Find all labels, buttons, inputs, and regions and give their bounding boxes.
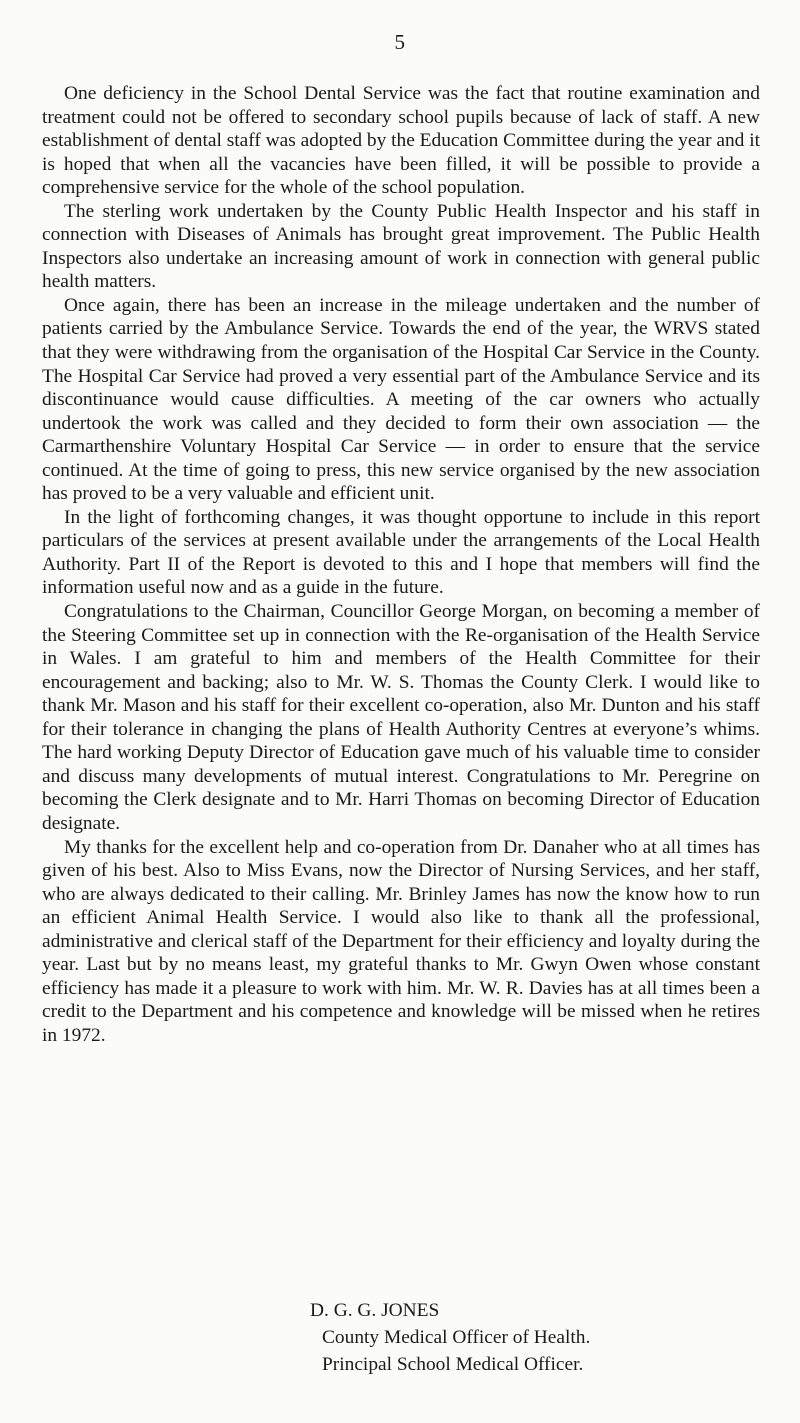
body-text bbox=[42, 82, 760, 1047]
paragraph-thanks: My thanks for the excellent help and co-operation from Dr. Danaher who at all times has given of his best. Also to Miss Evans, now the Director of Nursing Services, and her staff, who are always dedicated to their calling. Mr. Brinley James has now the know how to run an efficient Animal Health Service. I would also like to thank all the professional, administrative and clerical staff of the Department for their efficiency and loyalty during the year. Last but by no means least, my grateful thanks to Mr. Gwyn Owen whose constant efficiency has made it a pleasure to work with him. Mr. W. R. Davies has at all times been a credit to the Department and his competence and knowledge will be missed when he retires in 1972. bbox=[42, 836, 760, 1046]
paragraph-ambulance-service: Once again, there has been an increase in the mileage undertaken and the number of patients carried by the Ambulance Service. Towards the end of the year, the WRVS stated that they were withdrawing from the organisation of the Hospital Car Service in the County. The Hospital Car Service had proved a very essential part of the Ambulance Service and its discontinuance would cause difficulties. A meeting of the car owners who actually undertook the work was called and they decided to form their own association — the Carmarthenshire Voluntary Hospital Car Service — in order to ensure that the service continued. At the time of going to press, this new service organised by the new association has proved to be a very valuable and efficient unit. bbox=[42, 294, 760, 505]
paragraph-dental-service: One deficiency in the School Dental Service was the fact that routine examination and treatment could not be offered to secondary school pupils because of lack of staff. A new establishment of dental staff was adopted by the Education Committee during the year and it is hoped that when all the vacancies have been filled, it will be possible to provide a comprehensive service for the whole of the school population. bbox=[42, 83, 760, 199]
paragraph-congratulations: Congratulations to the Chairman, Councillor George Morgan, on becoming a member of the Steering Committee set up in connection with the Re-organisation of the Health Service in Wales. I am grateful to him and members of the Health Committee for their encouragement and backing; also to Mr. W. S. Thomas the County Clerk. I would like to thank Mr. Mason and his staff for their excellent co-operation, also Mr. Dunton and his staff for their tolerance in changing the plans of Health Authority Centres at everyone’s whims. The hard working Deputy Director of Education gave much of his valuable time to consider and discuss many developments of mutual interest. Congratulations to Mr. Peregrine on becoming the Clerk designate and to Mr. Harri Thomas on becoming Director of Education designate. bbox=[42, 601, 760, 834]
page-number: 5 bbox=[394, 30, 406, 54]
paragraph-public-health-inspector: The sterling work undertaken by the County Public Health Inspector and his staff in connection with Diseases of Animals has brought great improvement. The Public Health Inspectors also undertake an increasing amount of work in connection with general public health matters. bbox=[42, 200, 760, 293]
signature-block bbox=[310, 1297, 590, 1378]
paragraph-forthcoming-changes: In the light of forthcoming changes, it was thought opportune to include in this report particulars of the services at present available under the arrangements of the Local Health Authority. Part II of the Report is devoted to this and I hope that members will find the information useful now and as a guide in the future. bbox=[42, 506, 760, 599]
signature-name: D. G. G. JONES bbox=[310, 1300, 440, 1321]
signature-title-county: County Medical Officer of Health. bbox=[322, 1327, 591, 1348]
signature-title-school: Principal School Medical Officer. bbox=[322, 1354, 584, 1375]
